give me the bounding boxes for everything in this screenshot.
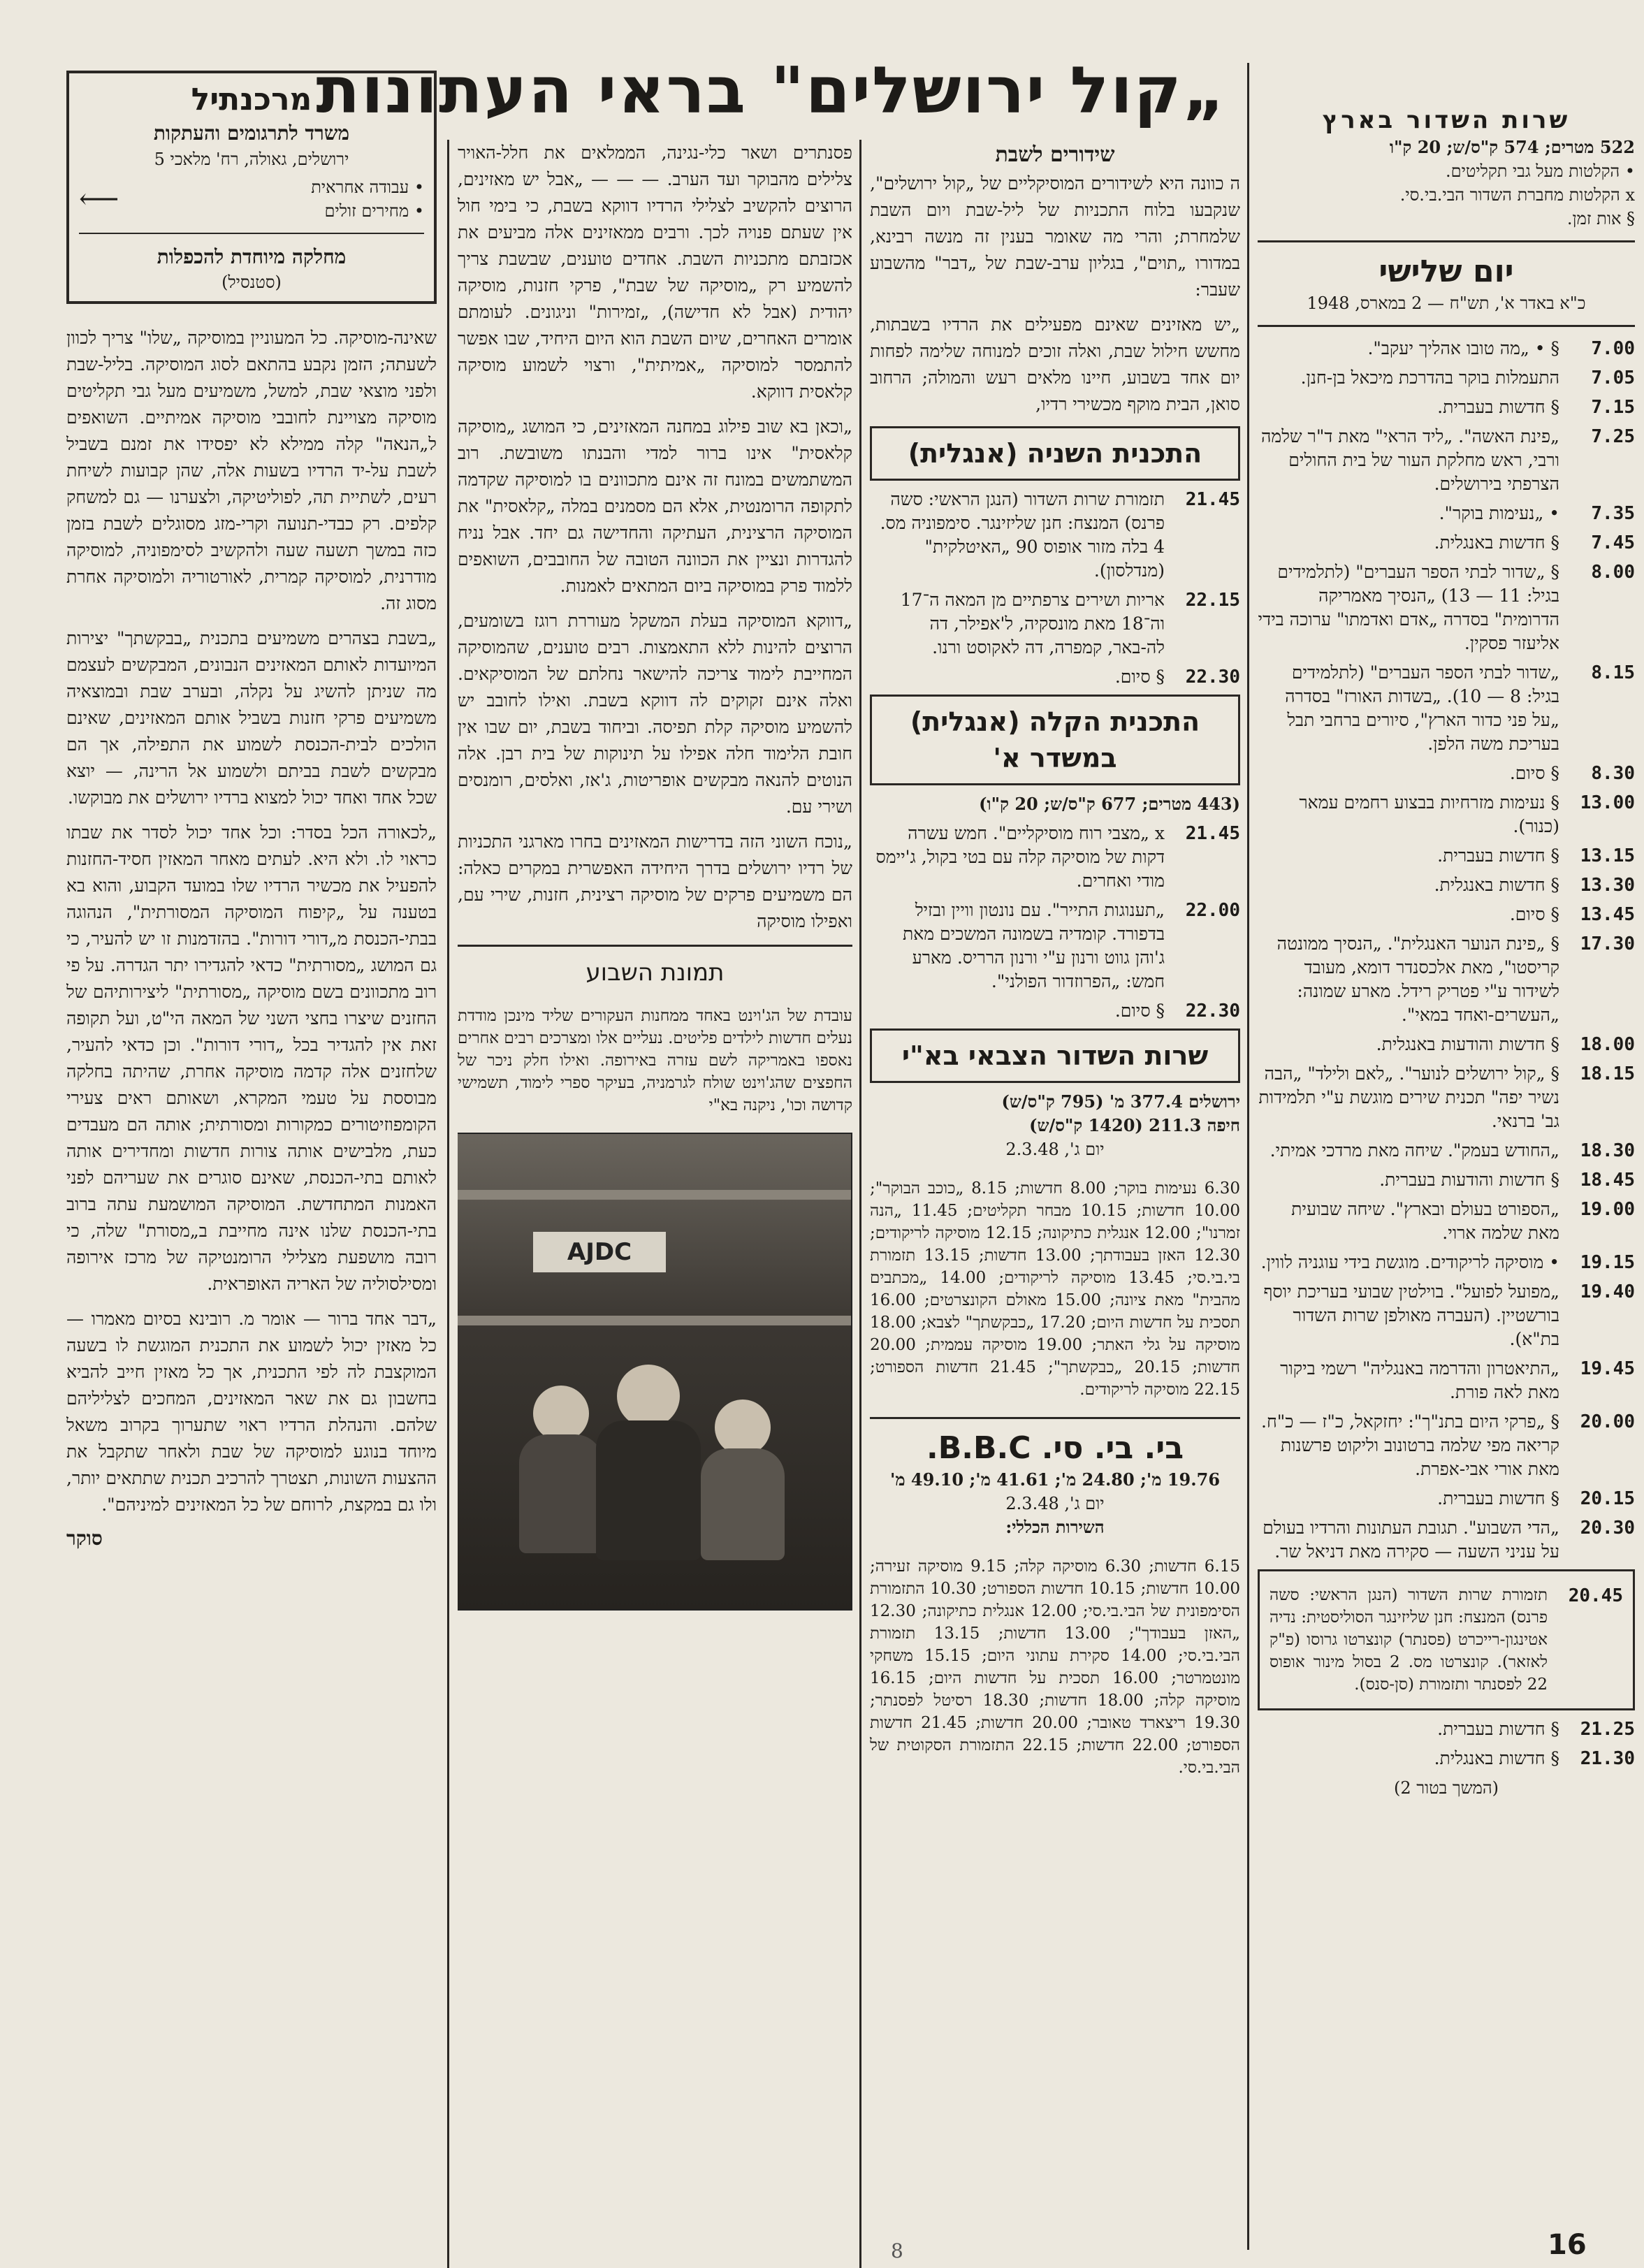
article-paragraph: „יש מאזינים שאינם מפעילים את הרדיו בשבתות, מחשש חילול שבת, ואלה זוכים למנוחה שלימה לפחות יום אחד בשבוע, חיינו מלאים רעש והמולה; הרחוב סואן, הבית מוקף מכשירי רדיו, [870, 314, 1240, 414]
program-time: 7.00 [1591, 338, 1635, 359]
signature: סוקר [66, 1527, 103, 1550]
program-item [1258, 1139, 1635, 1163]
article-paragraph: „לכאורה הכל בסדר: וכל אחד יכול לסדר את שבתו כראוי לו. ולא היא. לעתים מאחר המאזין חסיד-החזנות להפעיל את מכשיר הרדיו שלו במועד הקבוע, והוא בא בטענה על „קיפוח המוסיקה המסורתית", הנהוגה בבתי-הכנסת מ„דורי דורות". בהזדמנות זו יש להעיר, כי גם המושג „מסורתית" כדאי להגדירו יתר הגדרה. על פי רוב מתכוונים בשם מוסיקה „מסורתית" ליצירותיהם של החזנים שיצרו בחצי השני של המאה הי"ט, ועל תקופה זאת אין להגדיר בכל „דורי דורות". וכן כדאי להעיר, שלחזנים אלה קדמה מוסיקה אחרת, שהיתה בחלקה מבוססת על טעמי המקרא, ושאותם ראים צעירי הקומפוזיטורים כמקורות ומסורתית; אותה הם מעבדים כעת, מלבישים אותה צורות חדשות ומחדירים אותה לאותם בתי-הכנסת, שאינם סוגרים את שעריהם לפני האמנות המתחדשת. המוסיקה המושמעת עתה ברוב בתי-הכנסת שלנו אינה מחייבת ב„מסורת" שלה, כי רובה מושפעת מצלילי הרומנטיקה של מרכז אירופה ומסילסוליה של האריה האופראית. [66, 822, 437, 1294]
program-item [1258, 1357, 1635, 1404]
military-service-box [870, 1028, 1240, 1083]
program-text: § „פינת הנוער האנגלית". „הנסיך ממונטה קריסטו", מאת אלכסנדר דומא, מעובד לשידור ע"י פטריק רידל. מארע שמונה: „העשרים-ואחד במאי". [1276, 933, 1559, 1025]
program-item [1258, 425, 1635, 496]
program-list [1258, 337, 1635, 1564]
program-item [1258, 873, 1635, 897]
program-item [1258, 1717, 1635, 1741]
second-program-box [870, 426, 1240, 481]
article-paragraph: שאינה-מוסיקה. כל המעוניין במוסיקה „שלו" צריך לכוון לשעתה; הזמן נקבע בהתאם לסוג המוסיקה. בליל-שבת ולפני מוצאי שבת, למשל, משמיעים מעל גבי תקליטים מוסיקה מצויינת לחובבי מוסיקה אמיתיים. השואפים ל„הנאה" קלה ממילא לא יפסידו את זמנם בשביל לשבת על-יד הרדיו בשעות אלה, שהן קבועות לשיחת רעים, לשתיית תה, לפוליטיקה, ולצערנו — גם למשחק קלפים. רק כבדי-תנועה וקרי-מזג מסוגלים לשבת בזמן כזה במשך תשעה שעה ולהקשיב לסימפוניה, למוסיקה מודרנית, למוסיקה קמרית, לאורטוריה ולמוסיקה אחרת מסוג זה. [66, 328, 437, 613]
program-text: „הדי השבוע". תגובת העתונות והרדיו בעולם על עניני השעה — סקירה מאת דניאל שר. [1263, 1518, 1559, 1562]
program-item [1258, 903, 1635, 926]
left-column [66, 66, 437, 2232]
article-paragraph: ה כוונה היא לשידורים המוסיקליים של „קול ירושלים", שנקבעו בלוח התכניות של ליל-שבת ויום השבת שלמחרת; והרי מה שאומר בענין זה מנשה רבינא, במדורו „תוים", בגליון ערב-שבת של „דבר" מהשבוע שעבר: [870, 173, 1240, 300]
program-time: 13.00 [1580, 792, 1635, 813]
bbc-day: יום ג', 2.3.48 [1005, 1494, 1105, 1513]
program-item [870, 665, 1240, 689]
program-text: תזמורת שרות השדור (הנגן הראשי: סשה פרנס) המנצח: חנן שליזינגר. סימפוניה מס. 4 בלה מזור אופוס 90 „האיטלקית" (מנדלסון). [880, 489, 1165, 581]
advertisement-box [66, 71, 437, 304]
program-text: § „קול ירושלים לנוער". „לאם ולילד" „הבה נשיר יפה" תכנית שירים מוגשת ע"י תלמידות גב' ברנאי. [1258, 1063, 1559, 1131]
program-text: § סיום. [1114, 1001, 1165, 1021]
program-time: 21.30 [1580, 1748, 1635, 1769]
station-frequency: 522 מטרים; 574 ק"ס/ש; 20 ק"ו [1389, 137, 1635, 157]
program-text: § „פרקי היום בתנ"ך": יחזקאל, כ"ז — כ"ח. קריאה מפי שלמה ברטונוב וליקוט פרשנות מאת אורי אבי-אפרת. [1261, 1411, 1559, 1479]
station-header: שרות השדור בארץ [1322, 106, 1571, 134]
program-time: 19.40 [1580, 1281, 1635, 1302]
program-text: „התיאטרון והדרמה באנגליה" רשמי ביקור מאת לאה פורת. [1280, 1358, 1559, 1402]
program-time: 8.30 [1591, 763, 1635, 784]
program-text: „פינת האשה". „ליד הראי" מאת ד"ר שלמה ורבי, ראש מחלקת העור של בית החולים הצרפתי בירושלים. [1261, 426, 1559, 494]
photo-caption: עובדת של הג'וינט באחד ממחנות העקורים שליד מינכן מודדת נעלים חדשות לילדים פליטים. נעליים אלו ומצרכים רבים אחרים נאספו באמריקה לשם עזרה באירופה. ואילו חלק ניכר של החפצים שהג'וינט שולח לגרמניה, בעיקר ספרי לימוד, תשמישי קדושה וכו', ניקנה בא"י [458, 1007, 852, 1114]
program-time: 19.15 [1580, 1252, 1635, 1273]
program-item [1258, 531, 1635, 555]
program-time: 13.30 [1580, 875, 1635, 896]
day-title: יום שלישי [1379, 254, 1514, 289]
program-time: 13.45 [1580, 904, 1635, 925]
ad-item: • מחירים זולים [324, 201, 424, 221]
article-paragraph: „בשבת בצהרים משמיעים בתכנית „בבקשתך" יצירות המיועדות לאותם המאזינים הנבונים, המבקשים לעצמם מה שניתן להשיג על נקלה, ובערב שבת ובמוצאיה משמיעים פרקי חזנות בשביל אותם המאזינים, שאינם הולכים לבית-הכנסת לשמוע את התפילה, אך הם מבקשים לשבת בביתם ולשמוע אל הרינה, — יוצא שכל אחד ואחד יכול למצוא ברדיו ירושלים את מבוקשו. [66, 628, 437, 808]
program-item [1258, 762, 1635, 785]
bottom-mark: 8 [891, 2239, 903, 2262]
program-item [1258, 1280, 1635, 1351]
page-number: 16 [1548, 2229, 1587, 2261]
program-time: 22.30 [1185, 1001, 1240, 1022]
program-time: 20.30 [1580, 1518, 1635, 1539]
article-paragraph: „נוכח השוני הזה בדרישות המאזינים בחרו מארגני התכניות של רדיו ירושלים בדרך היחידה האפשרית במקרים כאלה: הם משמיעים פרקים של מוסיקה רצינית, חזנות, שירי עם, ואפילו מוסיקה [458, 831, 852, 931]
program-time: 8.15 [1591, 662, 1635, 683]
day-date: כ"א באדר א', תש"ח — 2 במארס, 1948 [1307, 293, 1586, 313]
program-time: 21.45 [1185, 489, 1240, 510]
box-title: התכנית הקלה (אנגלית) במשדר א' [910, 706, 1200, 773]
ad-bottom-sub: (סטנסיל) [221, 272, 282, 292]
program-time: 7.05 [1591, 368, 1635, 388]
program-text: § חדשות בעברית. [1437, 397, 1559, 417]
ad-item: • עבודה אחראית [311, 177, 424, 197]
program-item [1258, 560, 1635, 655]
program-time: 13.15 [1580, 845, 1635, 866]
column-rule [1247, 63, 1249, 2250]
ad-title: מרכנתיל [191, 82, 312, 117]
program-item [1258, 395, 1635, 419]
program-time: 18.45 [1580, 1170, 1635, 1191]
program-time: 7.15 [1591, 397, 1635, 418]
program-time: 7.35 [1591, 503, 1635, 524]
program-time: 20.15 [1580, 1488, 1635, 1509]
program-time: 20.00 [1580, 1411, 1635, 1432]
program-text: § חדשות באנגלית. [1434, 1748, 1559, 1768]
program-text: § חדשות באנגלית. [1434, 532, 1559, 553]
photo-title: תמונת השבוע [585, 959, 725, 987]
program-item [1258, 502, 1635, 525]
program-text: „החודש בעמק". שיחה מאת מרדכי אמיתי. [1270, 1140, 1559, 1161]
ad-bottom: מחלקה מיוחדת להכפלות [157, 245, 347, 268]
program-list [870, 822, 1240, 1023]
program-time: 22.15 [1185, 590, 1240, 611]
box-title: שרות השדור הצבאי בא"י [901, 1040, 1209, 1071]
program-text: „תענוגות התייר". עם נונטון וויין ובזיל בדפורד. קומדיה בשמונה המשכים מאת ג'והן גווט ורנון ע"י ורנון הרריס. מארע חמש: „הפרוזדור הפולני". [903, 900, 1165, 991]
program-item [1258, 1251, 1635, 1274]
schedule-text: 6.15 חדשות; 6.30 מוסיקה קלה; 9.15 מוסיקה זעירה; 10.00 חדשות; 10.15 חדשות הספורט; 10.30 התזמורת הסימפונית של הבי.בי.סי; 12.00 אנגלית כתיקונה; 12.30 „האזן בעבודך"; 13.00 חדשות; 13.15 תזמורת הבי.בי.סי; 14.00 סקירת עתוני היום; 15.15 משחקי מונטמרטר; 16.00 תסכית על חדשות היום; 16.15 מוסיקה קלה; 18.00 חדשות; 18.30 רסיטל לפסנתר; 19.30 ריצארד טאובר; 20.00 חדשות; 21.45 חדשות הספורט; 22.00 חדשות; 22.15 התזמורת הסקוטית של הבי.בי.סי. [870, 1557, 1240, 1777]
program-text: § סיום. [1509, 763, 1559, 783]
photo-of-the-week [458, 1133, 852, 1611]
box-day: יום ג', 2.3.48 [1005, 1140, 1105, 1159]
program-item [1258, 661, 1635, 756]
mid-left-column [458, 140, 852, 2236]
program-text: § סיום. [1114, 667, 1165, 687]
program-text: § חדשות באנגלית. [1434, 875, 1559, 895]
program-text: § חדשות בעברית. [1437, 845, 1559, 866]
program-text: § חדשות והודעות בעברית. [1379, 1170, 1559, 1190]
program-time: 17.30 [1580, 933, 1635, 954]
program-time: 18.00 [1580, 1034, 1635, 1055]
program-item [1258, 366, 1635, 390]
program-text: תזמורת שרות השדור (הנגן הראשי: סשה פרנס) המנצח: חנן שליזינגר הסוליסטית: נדיה אטינגון-רייכרט (פסנתר) קונצרטו גרוסו (פ"ק לאזאר). קונצרטו מס. 2 בסול מינור אופוס 22 לפסנתר ותזמורת (סן-סנס). [1270, 1586, 1548, 1694]
article-paragraph: „וכאן בא שוב פילוג במחנה המאזינים, כי המושג „מוסיקה קלאסית" אינו ברור למדי והבנתו משובשת. רוב המשתמשים במונח זה אינם מתכוונים בו למוסיקה שקדמה לתקופה הרומנטית, אלא הם מסמנים במלה „קלאסית" את המוסיקה הרצינית, העתיקה והחדישה גם יחד. אבל נניח להגדרות ונציין את הכוונה הטובה של החובבים, השואפים ללמוד פרק במוסיקה ביום המתאים לאמנות. [458, 416, 852, 596]
program-time: 19.45 [1580, 1358, 1635, 1379]
legend-star: • הקלטות מעל גבי תקליטים. [1445, 161, 1635, 181]
program-time: 19.00 [1580, 1199, 1635, 1220]
program-time: 8.00 [1591, 562, 1635, 583]
program-text: x „מצבי רוח מוסיקליים". חמש עשרה דקות של מוסיקה קלה עם בטי בקול, ג'יימס מודי ואחרים. [875, 823, 1165, 891]
box-frequency: ירושלים 377.4 מ' (795 ק"ס/ש) [1001, 1091, 1240, 1112]
bbc-frequency: 19.76 מ'; 24.80 מ'; 41.61 מ'; 49.10 מ' [889, 1469, 1221, 1490]
program-item [1258, 932, 1635, 1027]
light-program-box [870, 695, 1240, 785]
bbc-service: השירות הכללי: [1005, 1517, 1105, 1537]
program-item [1258, 1516, 1635, 1564]
box-frequency: חיפה 211.3 (1420 ק"ס/ש) [1029, 1115, 1240, 1135]
program-item [1258, 1198, 1635, 1245]
arrow-left-icon: ⟵ [79, 183, 119, 215]
program-item [1258, 791, 1635, 838]
program-time: 22.00 [1185, 900, 1240, 921]
schedule-column [1258, 105, 1635, 2236]
program-text: „שדור לבתי הספר העברים" (לתלמידים בגיל: 8 — 10). „בשדות האורז" בסדרה „על פני כדור הארץ", סיורים ברחבי תבל בעריכת משה הלפן. [1285, 662, 1559, 754]
legend-s: § אות זמן. [1566, 209, 1635, 228]
column-rule [447, 140, 449, 2268]
program-text: § • „מה טובו אהליך יעקב". [1367, 338, 1559, 358]
program-text: „מפועל לפועל". בוילטין שבועי בעריכת יוסף בורשטיין. (העברה מאולפן שרות השדור בת"א). [1263, 1281, 1559, 1349]
program-text: • „נעימות בוקר". [1439, 503, 1559, 523]
program-time: 18.30 [1580, 1140, 1635, 1161]
program-text: • מוסיקה לריקודים. מוגשת בידי עוגניה לווין. [1260, 1252, 1559, 1272]
mid-right-column [870, 140, 1240, 2236]
program-item [870, 899, 1240, 994]
program-time: 7.45 [1591, 532, 1635, 553]
program-item [870, 822, 1240, 893]
ad-line: ירושלים, גאולה, רח' מלאכי 5 [154, 150, 349, 169]
ad-line: משרד לתרגומים והעתקות [153, 122, 350, 145]
program-time: 22.30 [1185, 667, 1240, 688]
program-time: 21.25 [1580, 1719, 1635, 1740]
program-item [1258, 1033, 1635, 1056]
box-frequency: (443 מטרים; 677 ק"ס/ש; 20 ק"ו) [979, 794, 1240, 814]
program-item [1258, 1487, 1635, 1511]
program-text: § נעימות מזרחיות בבצוע רחמים עמאר (כנור). [1299, 792, 1559, 836]
program-text: „הספורט בעולם ובארץ". שיחה שבועית מאת שלמה ארוי. [1291, 1199, 1559, 1243]
program-item [870, 488, 1240, 583]
article-paragraph: פסנתרים ושאר כלי-נגינה, הממלאים את חלל-האויר צלילים מהבוקר ועד הערב. — — — „אבל יש מאזינים, הרוצים להקשיב לצלילי הרדיו דווקא בשבת, כי בימי חול אין שעתם פנויה לכך. ורבים ממאזינים אלה מביעים את אכזבתם מתכניות השבת. אחדים טוענים, שבשבת צריך להשמיע רק „מוסיקה של שבת", פרקי חזנות, מוסיקה יהודית (אבל לא חדישה), „זמירות" וניגונים. לעומתם אומרים האחרים, שיום השבת הוא היום היחיד, שבו אפשר להתמסר למוסיקה „אמיתית", ורצוי לשמוע מוסיקה קלאסית דווקא. [458, 143, 852, 402]
program-time: 18.15 [1580, 1063, 1635, 1084]
article-paragraph: „דווקא המוסיקה בעלת המשקל מעוררת רוגז בשומעים, הרוצים להינות ללא התאמצות. רבים טוענים, שהמוסיקה המחייבת לימוד צריכה להישאר נחלתם של המוסיקאים. ואלה אינם זקוקים לה דווקא בשבת. ואילו לחובב יש להשמיע מוסיקה קלת תפיסה. וביחוד בשבת, יום שבו אין חובת הלימוד חלה אפילו על תינוקות של בית רבן. אלה הנוטים להנאה מבקשים אופריטות, ג'אז, ואלסים, רומנסים ושירי עם. [458, 611, 852, 817]
program-text: § סיום. [1509, 904, 1559, 924]
article-paragraph: „דבר אחד ברור — אומר מ. רובינא בסיום מאמרו — כל מאזין יכול לשמוע את התכנית המוגשת לו בשעה המוקצבת לה לפי התכנית, אך כל מאזין חייב להביא בחשבון גם את שאר המאזינים, המחכים לצליליהם שלהם. והנהלת הרדיו ראוי שתערוך בקרוב משאל מיוחד בנוגע למוסיקה של שבת ולאחר שתקבל את ההצעות השונות, תצטרך להרכיב תכנית שתתאים יותר, ולו גם במקצת, לרוחם של כל המאזינים למיניהם". [66, 1309, 437, 1515]
orchestra-box [1258, 1569, 1635, 1710]
program-text: § חדשות והודעות באנגלית. [1376, 1034, 1559, 1054]
program-time: 21.45 [1185, 823, 1240, 844]
program-item [1258, 1168, 1635, 1192]
program-item [870, 588, 1240, 660]
bbc-title: בי. בי. סי. B.B.C. [926, 1430, 1184, 1466]
program-list [870, 488, 1240, 689]
program-text: § „שדור לבתי הספר העברים" (לתלמידים בגיל: 11 — 13) „הנסיך מאמריקה הדרומית" בסדרה „אדם ואדמתו" ערוכה בידי אליעזר פסקין. [1258, 562, 1559, 653]
program-item [1270, 1584, 1623, 1696]
program-item [870, 999, 1240, 1023]
program-time: 7.25 [1591, 426, 1635, 447]
program-list-final [1258, 1717, 1635, 1771]
legend-x: x הקלטות מחברת השדור הבי.בי.סי. [1399, 185, 1635, 205]
program-time: 20.45 [1568, 1585, 1623, 1606]
column-rule [859, 140, 861, 2268]
schedule-text: 6.30 נעימות בוקר; 8.00 חדשות; 8.15 „כוכב הבוקר"; 10.00 חדשות; 10.15 מבחר תקליטים; 11.45 „הנה זמרנו"; 12.00 אנגלית כתיקונה; 12.15 מוסיקה לריקודים; 12.30 האזן בעבודתך; 13.00 חדשות; 13.15 תזמורת בי.בי.סי; 13.45 מוסיקה לריקודים; 14.00 „מכתבים מהבית" מאת ציונה; 15.00 מאולם הקונצרטים; 16.00 תסכית על חדשות היום; 17.20 „כבקשתך" לצבא; 18.00 מוסיקה על גלי האתר; 19.00 מוסיקה עממית; 20.00 חדשות; 20.15 „כבקשתך"; 21.45 חדשות הספורט; 22.15 מוסיקה לריקודים. [870, 1179, 1240, 1399]
program-text: § חדשות בעברית. [1437, 1719, 1559, 1739]
program-item [1258, 844, 1635, 868]
intro-title: שידורים לשבת [995, 143, 1115, 167]
continued-note: (המשך בטור 2) [1393, 1778, 1499, 1798]
headline: „קול ירושלים" בראי העתונות [316, 53, 1226, 128]
photo-sign: AJDC [533, 1232, 666, 1272]
box-title: התכנית השניה (אנגלית) [908, 438, 1202, 469]
program-text: § חדשות בעברית. [1437, 1488, 1559, 1509]
program-item [1258, 1747, 1635, 1771]
program-item [1258, 337, 1635, 361]
program-text: אריות ושירים צרפתיים מן המאה ה־17 וה־18 מאת מונסקיה, ל'אפילר, דה לה-באר, קמפרה, דה לאקוסט ורנו. [900, 590, 1165, 657]
program-item [1258, 1062, 1635, 1133]
program-text: התעמלות בוקר בהדרכת מיכאל בן-חנן. [1300, 368, 1559, 388]
program-item [1258, 1410, 1635, 1481]
